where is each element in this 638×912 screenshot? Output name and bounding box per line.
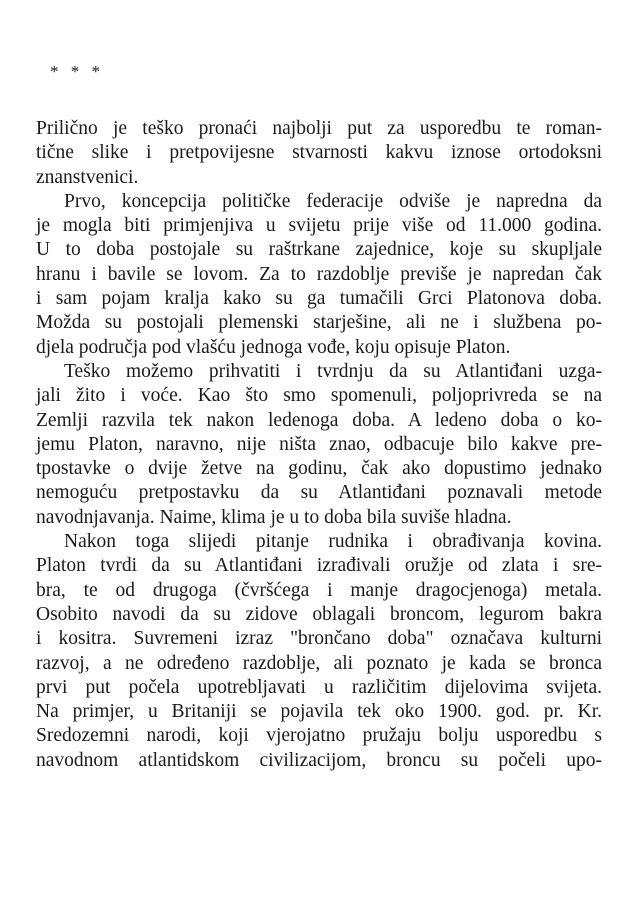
- body-text: [36, 117, 602, 773]
- text-line: navodnjavanja. Naime, klima je u to doba bila suviše hladna.: [36, 506, 512, 528]
- text-line: prvi put počela upotrebljavati u različitim dijelovima svijeta.: [36, 676, 602, 698]
- text-line: Nakon toga slijedi pitanje rudnika i obrađivanja kovina.: [64, 531, 602, 553]
- text-line: Zemlji razvila tek nakon ledenoga doba. A ledeno doba o ko-: [36, 409, 602, 431]
- text-line: i kositra. Suvremeni izraz "brončano doba" označava kulturni: [36, 628, 602, 650]
- text-line: jemu Platon, naravno, nije ništa znao, odbacuje bilo kakve pre-: [36, 433, 602, 455]
- text-line: Sredozemni narodi, koji vjerojatno pružaju bolju usporedbu s: [36, 725, 602, 747]
- text-line: jali žito i voće. Kao što smo spomenuli, poljoprivreda se na: [36, 385, 602, 407]
- text-line: je mogla biti primjenjiva u svijetu prije više od 11.000 godina.: [36, 215, 602, 237]
- text-line: Prilično je teško pronaći najbolji put za usporedbu te roman-: [36, 118, 602, 139]
- text-line: Prvo, koncepcija političke federacije odviše je napredna da: [64, 190, 602, 212]
- text-line: navodnom atlantidskom civilizacijom, broncu su počeli upo-: [36, 749, 602, 771]
- text-line: Teško možemo prihvatiti i tvrdnju da su Atlantiđani uzga-: [64, 360, 602, 382]
- text-line: bra, te od drugoga (čvršćega i manje dragocjenoga) metala.: [36, 579, 602, 601]
- text-line: tične slike i pretpovijesne stvarnosti kakvu iznose ortodoksni: [36, 142, 602, 164]
- text-line: i sam pojam kralja kako su ga tumačili Grci Platonova doba.: [36, 288, 602, 310]
- text-line: Možda su postojali plemenski starješine, ali ne i službena po-: [36, 312, 602, 334]
- text-line: nemoguću pretpostavku da su Atlantiđani poznavali metode: [36, 482, 602, 504]
- text-line: znanstvenici.: [36, 166, 139, 188]
- text-line: Osobito navodi da su zidove oblagali broncom, legurom bakra: [36, 603, 602, 625]
- text-line: tpostavke o dvije žetve na godinu, čak ako dopustimo jednako: [36, 458, 602, 480]
- section-separator: * * *: [50, 62, 104, 81]
- text-line: hranu i bavile se lovom. Za to razdoblje previše je napredan čak: [36, 263, 602, 285]
- text-line: Na primjer, u Britaniji se pojavila tek oko 1900. god. pr. Kr.: [36, 701, 602, 723]
- text-line: djela područja pod vlašću jednoga vođe, koju opisuje Platon.: [36, 336, 511, 358]
- text-line: razvoj, a ne određeno razdoblje, ali poznato je kada se bronca: [36, 652, 602, 674]
- text-line: Platon tvrdi da su Atlantiđani izrađivali oružje od zlata i sre-: [36, 555, 602, 577]
- text-line: U to doba postojale su raštrkane zajednice, koje su skupljale: [36, 239, 602, 261]
